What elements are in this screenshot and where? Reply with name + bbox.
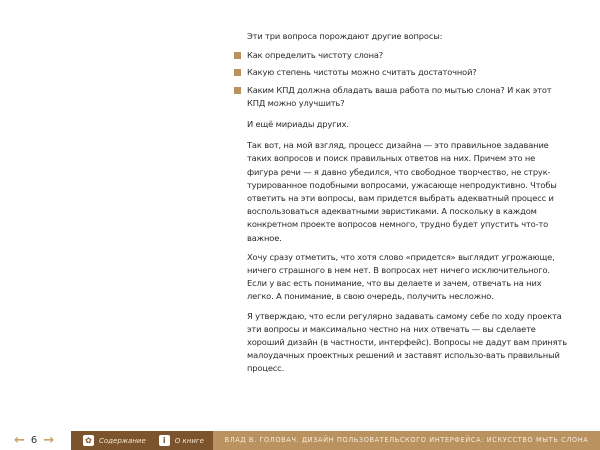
page-content bbox=[247, 30, 567, 382]
list-item-text: Какую степень чистоты можно считать достаточной? bbox=[247, 67, 477, 78]
paragraph: Я утверждаю, что если регулярно задавать самому себе по ходу проекта эти вопросы и максимально честно на них отвечать — вы сделаете хороший дизайн (в частности, интерфейс). Вопросы не дадут вам принять малоудачных проектных решений и заставят использо-вать правильный процесс. bbox=[247, 310, 567, 374]
bullet-icon bbox=[234, 69, 241, 76]
bullet-icon bbox=[234, 52, 241, 59]
list-item-text: Как определить чистоту слона? bbox=[247, 50, 384, 61]
footer-links bbox=[71, 431, 213, 450]
contents-icon[interactable]: ✿ bbox=[83, 435, 94, 446]
page-number: 6 bbox=[30, 435, 38, 446]
info-icon[interactable]: i bbox=[159, 435, 170, 446]
contents-link[interactable]: Содержание bbox=[99, 436, 146, 445]
prev-page-arrow-icon[interactable]: ← bbox=[14, 433, 25, 448]
page-nav bbox=[14, 433, 54, 448]
list-item bbox=[234, 49, 567, 62]
list-item bbox=[234, 84, 567, 110]
about-book-link[interactable]: О книге bbox=[174, 436, 204, 445]
paragraph: И ещё мириады других. bbox=[247, 119, 349, 130]
footer-bar bbox=[0, 431, 600, 450]
next-page-arrow-icon[interactable]: → bbox=[43, 433, 55, 448]
paragraph: Хочу сразу отметить, что хотя слово «придется» выглядит угрожающе, ничего страшного в нем нет. В вопросах нет ничего исключительного. Если у вас есть понимание, что вы делаете и зачем, отвечать на них легко. А понимание, в свою очередь, получить несложно. bbox=[247, 251, 555, 302]
paragraph: Так вот, на мой взгляд, процесс дизайна — это правильное задавание таких вопросов и поиск правильных ответов на них. Причем это не фигура речи — я давно убедился, что свободное творчество, не струк-турированное подобными вопросами, ужасающе непродуктивно. Чтобы ответить на эти вопросы, вам придется выбрать адекватный процесс и воспользоваться адекватными эвристиками. А поскольку в каждом конкретном проекте вопросов немного, трудно будет упустить что-то важное. bbox=[247, 140, 557, 243]
bullet-icon bbox=[234, 87, 241, 94]
book-title: ВЛАД В. ГОЛОВАЧ. ДИЗАЙН ПОЛЬЗОВАТЕЛЬСКОГО ИНТЕРФЕЙСА: ИСКУССТВО МЫТЬ СЛОНА bbox=[213, 431, 600, 450]
question-list bbox=[234, 49, 567, 110]
list-item-text: Каким КПД должна обладать ваша работа по мытью слона? И как этот КПД можно улучшить? bbox=[247, 84, 552, 108]
list-item bbox=[234, 66, 567, 79]
intro-text: Эти три вопроса порождают другие вопросы: bbox=[247, 31, 443, 41]
